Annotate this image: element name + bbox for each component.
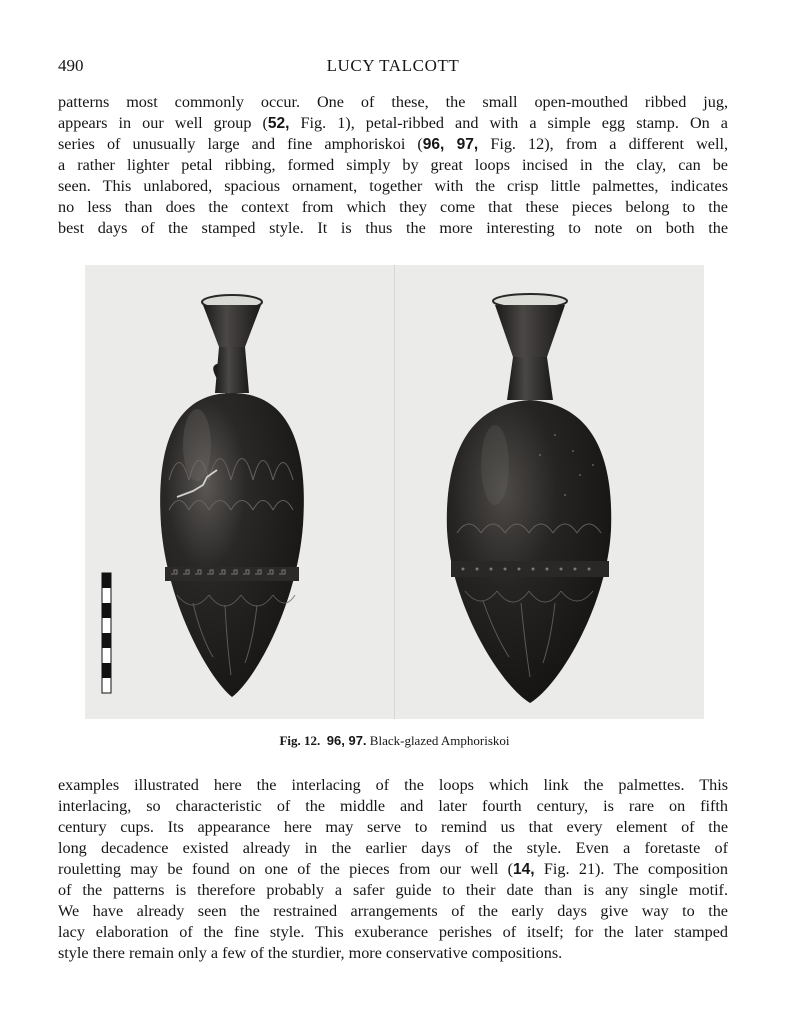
catalogue-reference: 14, bbox=[513, 861, 535, 878]
figure-label: Fig. 12. bbox=[279, 733, 321, 748]
scale-bar bbox=[102, 573, 111, 693]
figure-catalogue-numbers: 96, 97. bbox=[326, 733, 367, 748]
paragraph-top bbox=[58, 92, 728, 239]
text-line: seen. This unlabored, spacious ornament, together with the crisp little palmettes, indicates bbox=[58, 177, 728, 195]
text-line: examples illustrated here the interlacing of the loops which link the palmettes. This bbox=[58, 776, 728, 794]
running-head bbox=[58, 56, 728, 80]
text-line: a rather lighter petal ribbing, formed simply by great loops incised in the clay, can be bbox=[58, 156, 728, 174]
text-line: no less than does the context from which they come that these pieces belong to the bbox=[58, 198, 728, 216]
text-line: We have already seen the restrained arrangements of the early days give way to the bbox=[58, 902, 728, 920]
text-line: style there remain only a few of the sturdier, more conservative compositions. bbox=[58, 944, 563, 962]
page-number: 490 bbox=[58, 56, 84, 75]
figure-photograph bbox=[85, 265, 704, 719]
catalogue-reference: 96, 97, bbox=[422, 136, 479, 153]
text-line: of the patterns is therefore probably a safer guide to their date than is any single motif. bbox=[58, 881, 728, 899]
text-line: long decadence existed already in the earlier days of the style. Even a foretaste of bbox=[58, 839, 728, 857]
running-title: LUCY TALCOTT bbox=[326, 56, 460, 75]
figure-caption bbox=[0, 733, 789, 749]
paragraph-bottom bbox=[58, 775, 728, 964]
catalogue-reference: 52, bbox=[267, 115, 290, 132]
text-line: appears in our well group (52, Fig. 1), petal-ribbed and with a simple egg stamp. On a bbox=[58, 114, 728, 132]
text-line: series of unusually large and fine amphoriskoi (96, 97, Fig. 12), from a different well, bbox=[58, 135, 728, 153]
text-line: lacy elaboration of the fine style. This exuberance perishes of itself; for the later stamped bbox=[58, 923, 728, 941]
text-line: rouletting may be found on one of the pieces from our well (14, Fig. 21). The composition bbox=[58, 860, 728, 878]
text-line: interlacing, so characteristic of the middle and later fourth century, is rare on fifth bbox=[58, 797, 728, 815]
amphoriskoi-photo bbox=[85, 265, 704, 719]
figure-caption-text: Black-glazed Amphoriskoi bbox=[369, 733, 510, 748]
text-line: best days of the stamped style. It is thus the more interesting to note on both the bbox=[58, 219, 728, 237]
text-line: patterns most commonly occur. One of these, the small open-mouthed ribbed jug, bbox=[58, 93, 728, 111]
text-line: century cups. Its appearance here may serve to remind us that every element of the bbox=[58, 818, 728, 836]
